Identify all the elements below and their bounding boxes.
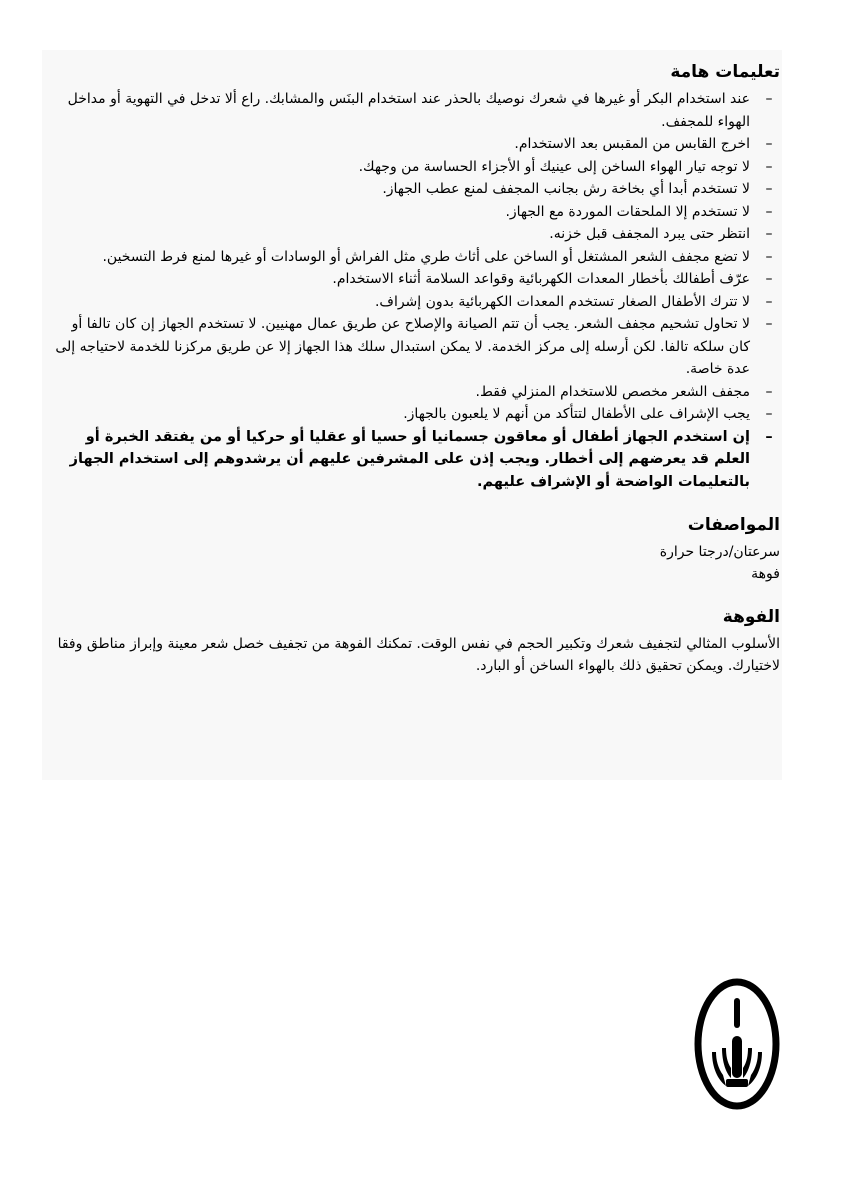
list-item-text: لا تستخدم أبدا أي بخاخة رش بجانب المجفف لمنع عطب الجهاز. <box>382 181 750 197</box>
list-item <box>55 246 780 269</box>
list-item <box>55 223 780 246</box>
bullet-dash: – <box>765 316 773 332</box>
bullet-dash: – <box>765 428 773 445</box>
bullet-dash: – <box>765 271 773 287</box>
list-item <box>55 403 780 426</box>
list-item-text: لا توجه تيار الهواء الساخن إلى عينيك أو الأجزاء الحساسة من وجهك. <box>358 158 750 175</box>
instructions-list <box>55 88 780 493</box>
bullet-dash: – <box>765 293 773 310</box>
list-item <box>55 381 780 404</box>
list-item-text: إن استخدم الجهاز أطفال أو معاقون جسمانيا أو حسيا أو عقليا أو حركيا أو من يفتقد الخبرة أو العلم قد يعرضهم إلى أخطار. ويجب إذن على المشرفين عليهم أن يرشدوهم إلى استخدام الجهاز بالتعليمات الواضحة أو الإشراف عليهم. <box>69 428 750 490</box>
list-item-text: لا تستخدم إلا الملحقات الموردة مع الجهاز. <box>505 203 750 220</box>
list-item <box>55 88 780 133</box>
spec-line: سرعتان/درجتا حرارة <box>659 544 780 560</box>
bullet-dash: – <box>765 383 773 400</box>
list-item <box>55 133 780 156</box>
specs-section <box>55 513 780 585</box>
nozzle-title: الفوهة <box>722 607 780 627</box>
bullet-dash: – <box>765 406 773 422</box>
list-item-text: لا تترك الأطفال الصغار تستخدم المعدات الكهربائية بدون إشراف. <box>374 293 750 310</box>
instructions-title: تعليمات هامة <box>670 62 780 82</box>
list-item-text: عرّف أطفالك بأخطار المعدات الكهربائية وقواعد السلامة أثناء الاستخدام. <box>332 271 750 287</box>
list-item <box>55 156 780 179</box>
instructions-section <box>55 60 780 493</box>
list-item-text: لا تضع مجفف الشعر المشتغل أو الساخن على أثاث طري مثل الفراش أو الوسادات أو غيرها لمنع فرط التسخين. <box>102 248 750 265</box>
nozzle-paragraph: الأسلوب المثالي لتجفيف شعرك وتكبير الحجم في نفس الوقت. تمكنك الفوهة من تجفيف خصل شعر معينة وإبراز مناطق وفقا لاختيارك. ويمكن تحقيق ذلك بالهواء الساخن أو البارد. <box>57 636 780 674</box>
list-item-text: انتظر حتى يبرد المجفف قبل خزنه. <box>549 226 750 242</box>
list-item-text: مجفف الشعر مخصص للاستخدام المنزلي فقط. <box>475 383 750 400</box>
list-item-text: لا تحاول تشحيم مجفف الشعر. يجب أن تتم الصيانة والإصلاح عن طريق عمال مهنيين. لا تستخدم الجهاز إن كان تالفا أو كان سلكه تالفا. لكن أرسله إلى مركز الخدمة. لا يمكن استبدال سلك هذا الجهاز إلا عن طريق مركزنا للخدمة لاحتياجه إلى عدة خاصة. <box>55 316 750 377</box>
list-item <box>55 178 780 201</box>
spec-line: فوهة <box>751 566 780 582</box>
bullet-dash: – <box>765 181 773 197</box>
list-item <box>55 201 780 224</box>
bullet-dash: – <box>765 136 773 152</box>
list-item-text: عند استخدام البكر أو غيرها في شعرك نوصيك بالحذر عند استخدام البنَس والمشابك. راع ألا تدخل في التهوية أو مداخل الهواء للمجفف. <box>67 91 750 130</box>
specs-title: المواصفات <box>687 515 780 535</box>
list-item <box>55 268 780 291</box>
bullet-dash: – <box>765 248 773 265</box>
brand-emblem-icon <box>694 978 780 1110</box>
list-item-text: يجب الإشراف على الأطفال لتتأكد من أنهم لا يلعبون بالجهاز. <box>403 406 750 422</box>
bullet-dash: – <box>765 91 773 107</box>
list-item <box>55 291 780 314</box>
bullet-dash: – <box>765 158 773 175</box>
list-item-text: اخرج القابس من المقبس بعد الاستخدام. <box>514 136 750 152</box>
document-page <box>55 60 780 677</box>
list-item <box>55 313 780 381</box>
nozzle-section <box>55 605 780 677</box>
bullet-dash: – <box>765 203 773 220</box>
bullet-dash: – <box>765 226 773 242</box>
list-item-warning <box>55 426 780 494</box>
